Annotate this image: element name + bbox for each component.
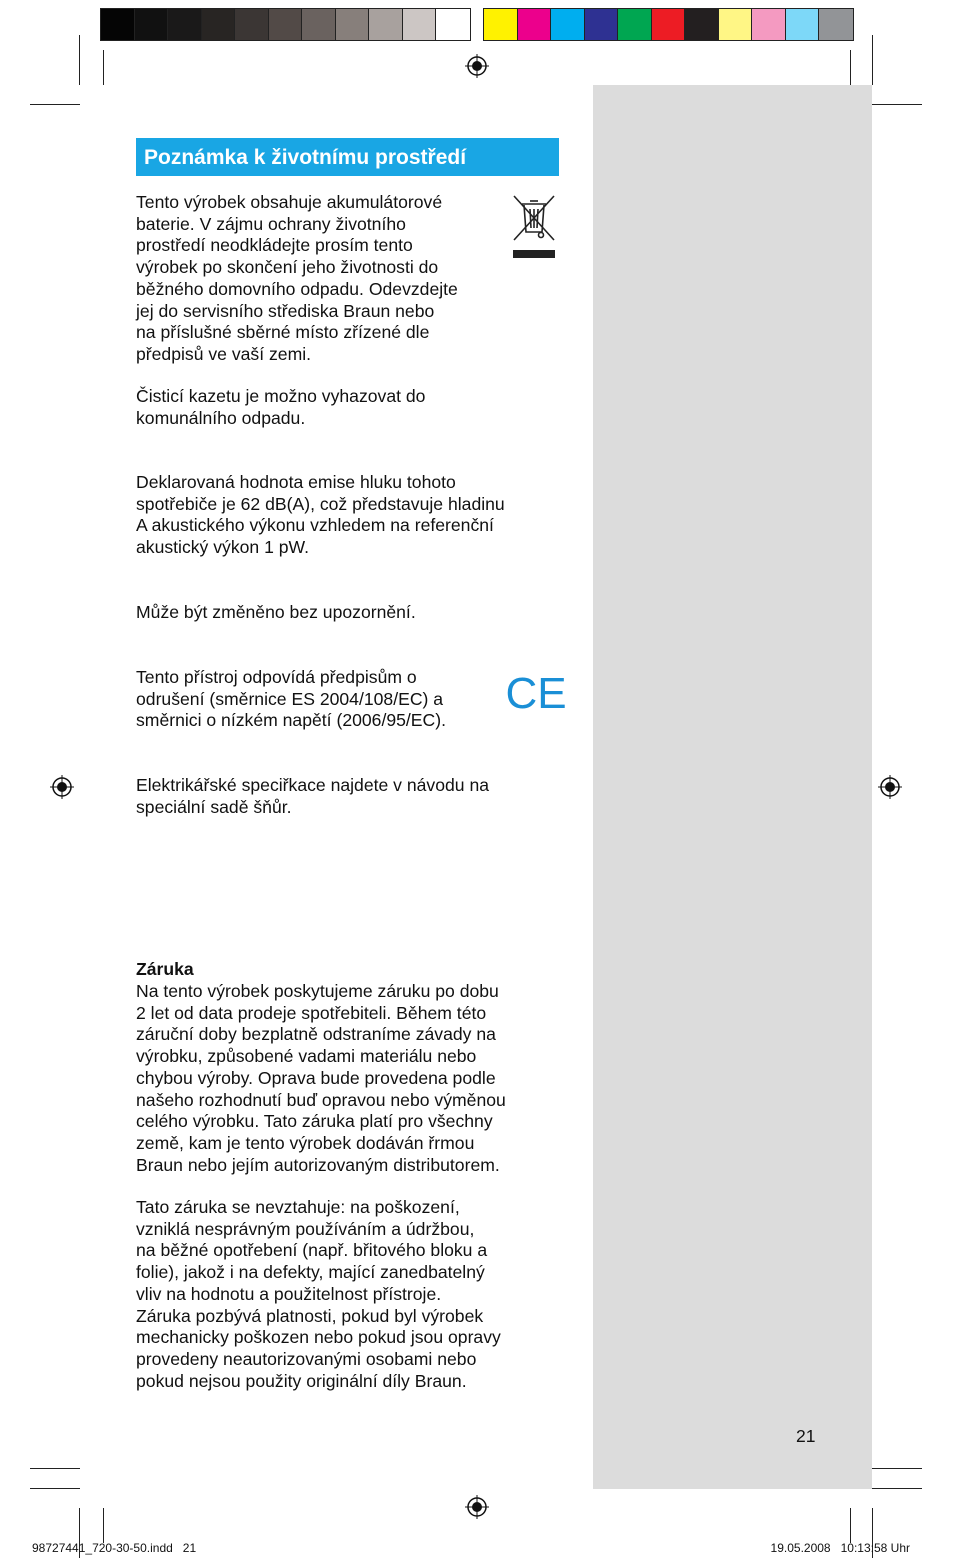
side-panel	[593, 85, 872, 1489]
color-swatch	[819, 9, 853, 40]
crop-mark	[872, 1468, 922, 1469]
color-swatch	[168, 9, 202, 40]
color-swatch	[518, 9, 552, 40]
color-swatch	[369, 9, 403, 40]
footer-timestamp: 19.05.2008 10:13:58 Uhr	[770, 1541, 910, 1555]
crop-mark	[850, 50, 851, 85]
color-swatch	[336, 9, 370, 40]
color-swatch	[786, 9, 820, 40]
color-swatch	[551, 9, 585, 40]
process-color-bar	[483, 8, 854, 41]
crop-mark	[103, 50, 104, 85]
color-swatch	[202, 9, 236, 40]
crop-mark	[872, 104, 922, 105]
color-swatch	[719, 9, 753, 40]
warranty-paragraph: Na tento výrobek poskytujeme záruku po dobu 2 let od data prodeje spotřebiteli. Během této záruční doby bezplatně odstraníme závady na výrobku, způsobené vadami materiálu nebo chybou výroby. Oprava bude provedena podle našeho rozhodnutí buď opravou nebo výměnou celého výrobku. Tato záruka platí pro všechny země, kam je tento výrobek dodáván řrmou Braun nebo jejím autorizovaným distributorem.	[136, 981, 506, 1175]
ce-mark-text: CE	[505, 669, 567, 718]
color-swatch	[101, 9, 135, 40]
directives-paragraph: Tento přístroj odpovídá předpisům o odrušení (směrnice ES 2004/108/EC) a směrnici o nízkém napětí (2006/95/EC).	[136, 667, 446, 731]
color-swatch	[269, 9, 303, 40]
color-swatch	[484, 9, 518, 40]
crop-mark	[79, 35, 80, 85]
color-swatch	[652, 9, 686, 40]
battery-paragraph: Tento výrobek obsahuje akumulátorové baterie. V zájmu ochrany životního prostředí neodkládejte prosím tento výrobek po skončení jeho životnosti do běžného domovního odpadu. Odevzdejte jej do servisního střediska Braun nebo na příslušné sběrné místo zřízené dle předpisů ve vaší zemi.	[136, 192, 458, 364]
electrical-paragraph: Elektrikářské speciřkace najdete v návodu na speciální sadě šňůr.	[136, 775, 490, 817]
crop-mark	[103, 1508, 104, 1543]
cartridge-paragraph: Čisticí kazetu je možno vyhazovat do komunálního odpadu.	[136, 386, 426, 428]
warranty-title: Záruka	[136, 959, 194, 979]
change-notice: Může být změněno bez upozornění.	[136, 602, 416, 622]
color-swatch	[135, 9, 169, 40]
registration-mark-icon	[50, 775, 74, 799]
crop-mark	[872, 1488, 922, 1489]
crop-mark	[30, 1488, 80, 1489]
footer-filename: 98727441_720-30-50.indd 21	[32, 1541, 197, 1555]
crop-mark	[850, 1508, 851, 1543]
color-swatch	[302, 9, 336, 40]
exclusions-paragraph: Tato záruka se nevztahuje: na poškození, vzniklá nesprávným používáním a údržbou, na běžné opotřebení (např. břitového bloku a folie), jakož i na defekty, mající zanedbatelný vliv na hodnotu a použitelnost přístroje. Záruka pozbývá platnosti, pokud byl výrobek mechanicky poškozen nebo pokud jsou opravy provedeny neautorizovanými osobami nebo pokud nejsou použity originální díly Braun.	[136, 1197, 501, 1391]
crop-mark	[30, 1468, 80, 1469]
registration-mark-icon	[878, 775, 902, 799]
color-swatch	[685, 9, 719, 40]
color-swatch	[436, 9, 470, 40]
color-swatch	[585, 9, 619, 40]
page-number: 21	[796, 1426, 816, 1446]
color-swatch	[752, 9, 786, 40]
noise-paragraph: Deklarovaná hodnota emise hluku tohoto spotřebiče je 62 dB(A), což představuje hladinu A akustického výkonu vzhledem na referenční akustický výkon 1 pW.	[136, 472, 505, 558]
registration-mark-icon	[465, 54, 489, 78]
ce-mark-icon	[505, 669, 567, 718]
color-swatch	[235, 9, 269, 40]
color-swatch	[618, 9, 652, 40]
crossed-out-bin-icon	[510, 192, 558, 260]
crop-mark	[872, 35, 873, 85]
crop-mark	[30, 104, 80, 105]
section-heading: Poznámka k životnímu prostředí	[136, 138, 559, 176]
registration-mark-icon	[465, 1495, 489, 1519]
color-swatch	[403, 9, 437, 40]
grayscale-color-bar	[100, 8, 471, 41]
